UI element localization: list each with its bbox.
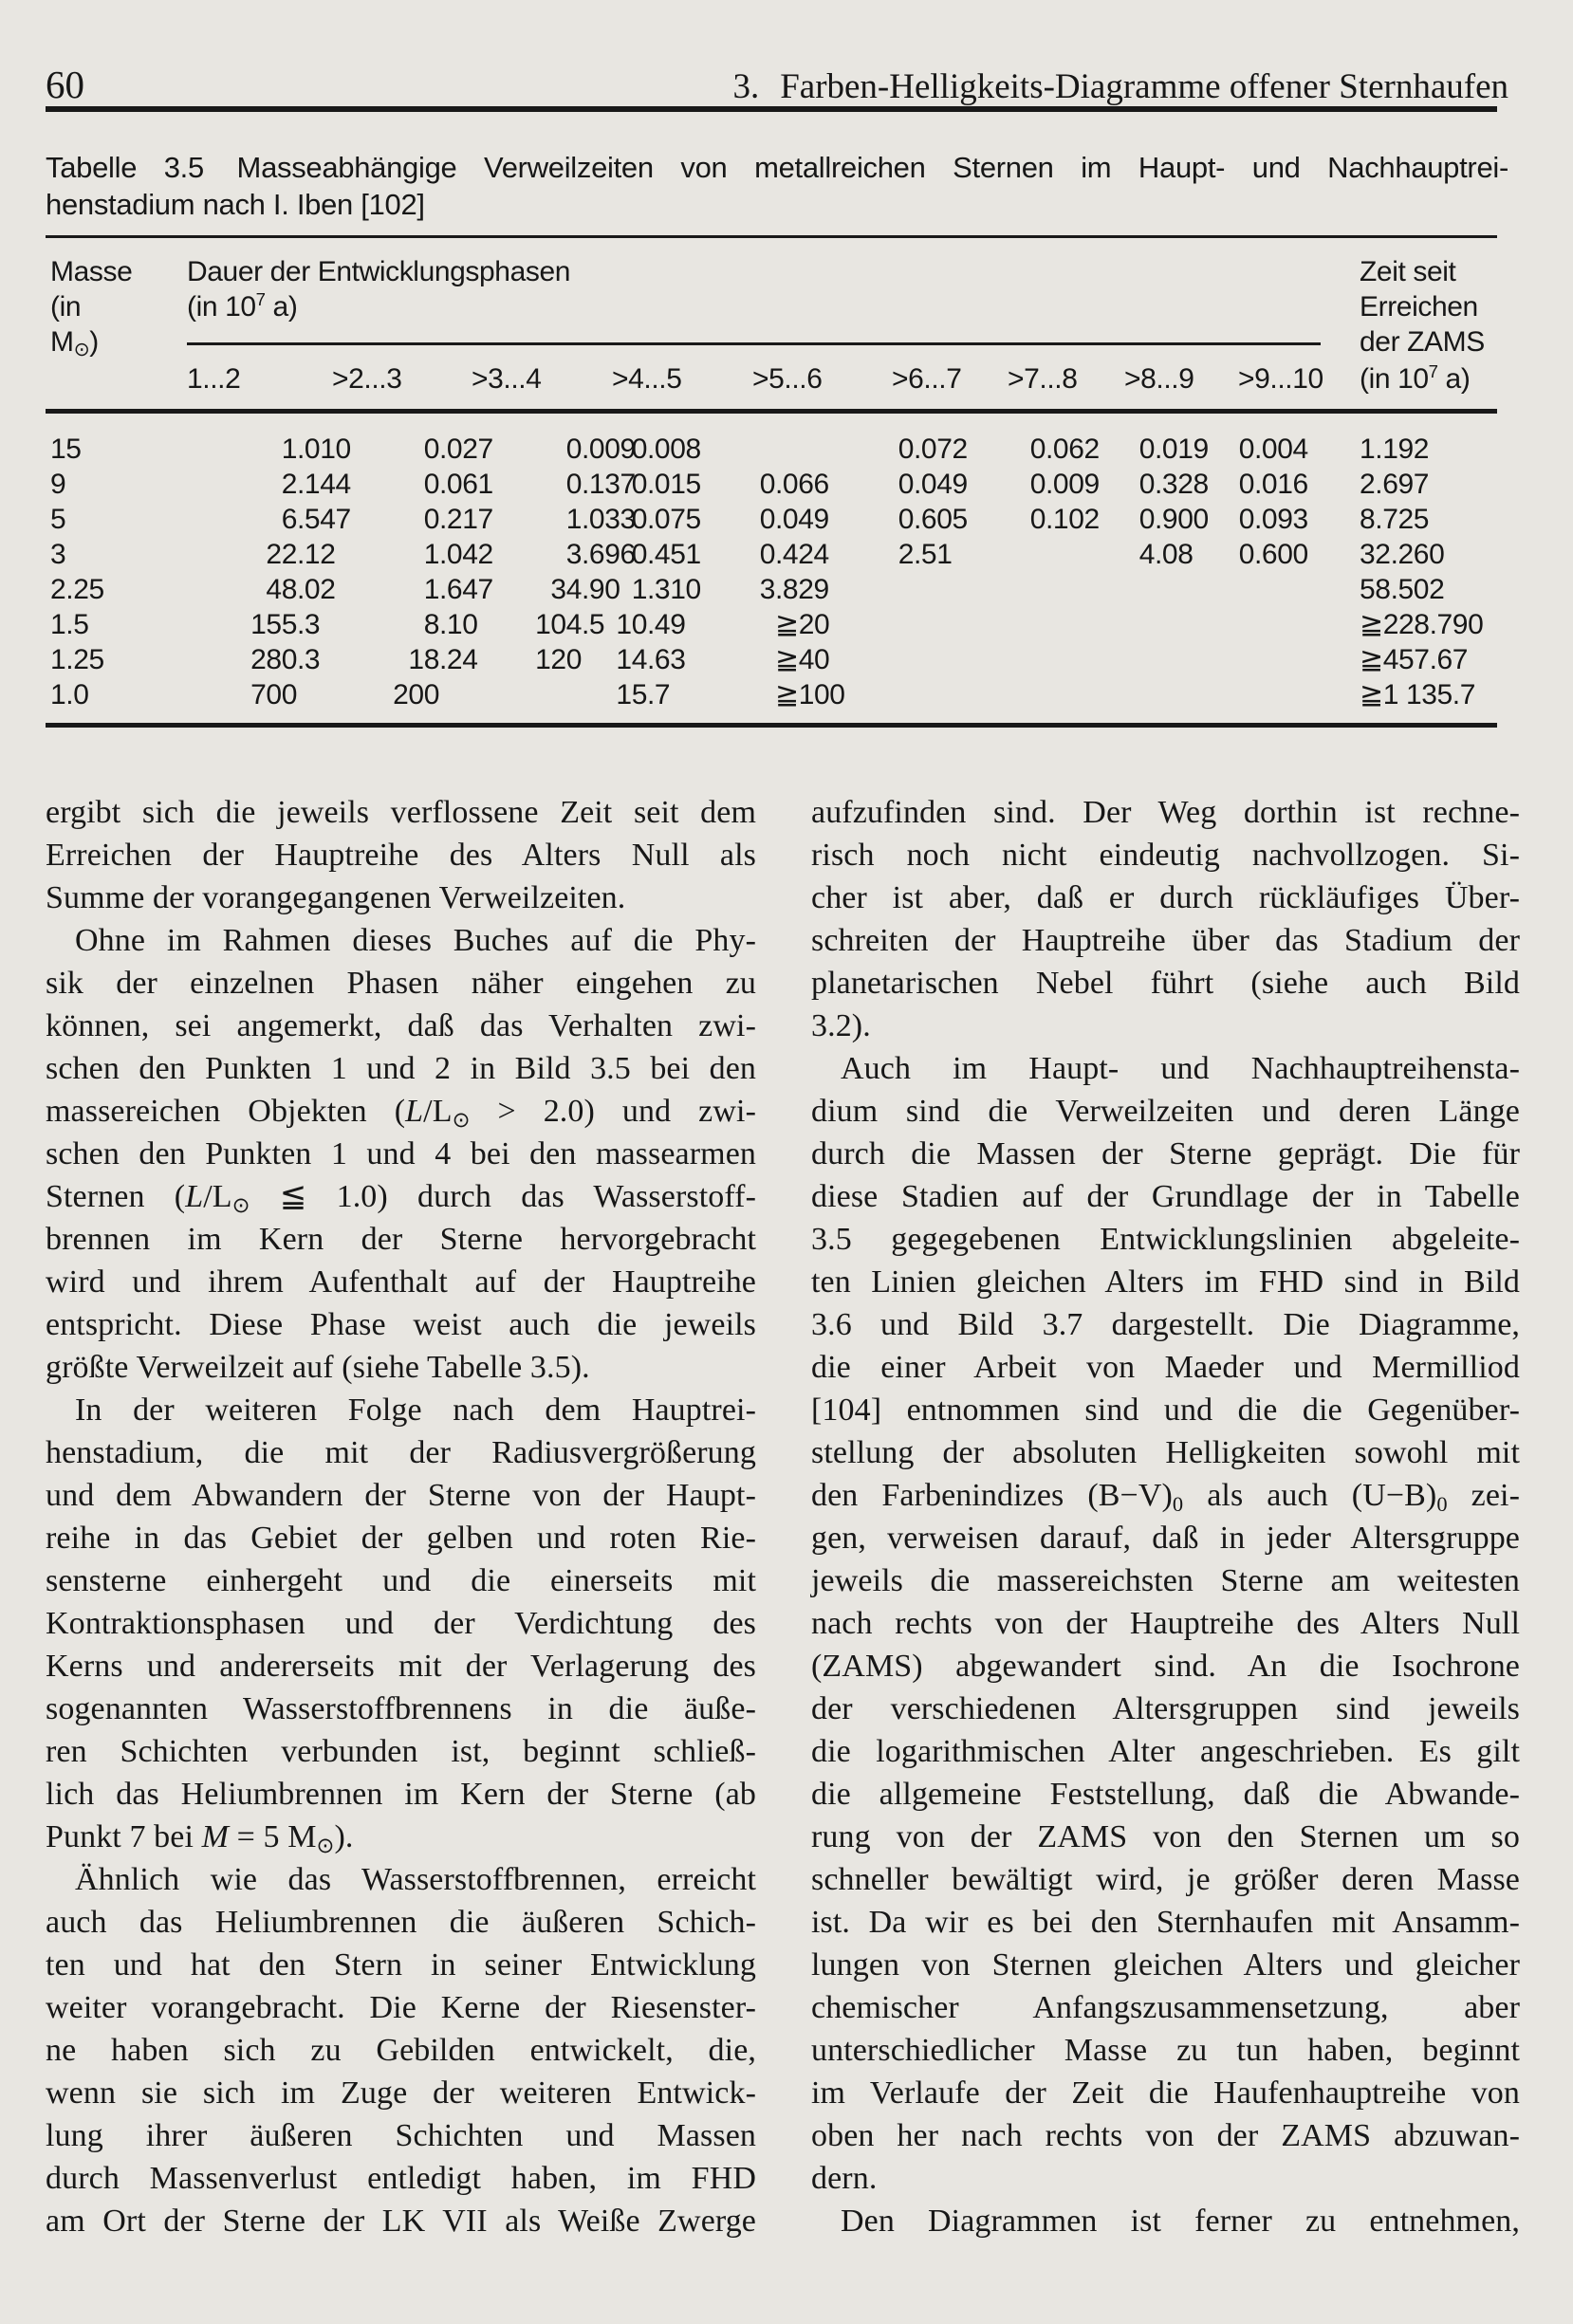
text-line: massereichen Objekten $(L/L_⊙ > 2.0)$ und zwi- xyxy=(46,1094,756,1132)
cell-fraction-part: .24 xyxy=(439,644,478,675)
cell-integer-part: 1 xyxy=(423,539,439,570)
cell-integer-part: 1 xyxy=(281,433,297,465)
text-line: Summe der vorangegangenen Verweilzeiten. xyxy=(46,880,626,915)
text-line: unterschiedlicher Masse zu tun haben, beginnt xyxy=(811,2033,1520,2068)
table-cell-zams-time: 32.260 xyxy=(1360,539,1445,570)
table-cell-phase xyxy=(752,467,895,502)
text-line: ergibt sich die jeweils verflossene Zeit seit dem xyxy=(46,795,756,830)
cell-integer-part: 0 xyxy=(631,433,647,465)
cell-fraction-part: .102 xyxy=(1046,504,1100,535)
phase-group-unit: (in $10^7$ a) xyxy=(187,289,298,323)
cell-fraction-part: .696 xyxy=(582,539,636,570)
cell-fraction-part: .547 xyxy=(297,504,351,535)
text-line: risch noch nicht eindeutig nachvollzogen. Si- xyxy=(811,838,1520,873)
table-cell-phase xyxy=(752,642,895,677)
phase-column-label: >6...7 xyxy=(892,363,962,395)
table-cell-phase xyxy=(612,432,754,467)
cell-fraction-part: .075 xyxy=(647,504,701,535)
phase-column-label: >4...5 xyxy=(612,363,682,395)
phase-column-label: >2...3 xyxy=(332,363,402,395)
cell-integer-part: 0 xyxy=(631,539,647,570)
cell-integer-part: 0 xyxy=(1138,469,1155,500)
table-cell-phase xyxy=(752,572,895,607)
table-caption-label: Tabelle 3.5 xyxy=(46,151,204,184)
table-cell-phase xyxy=(187,432,351,467)
cell-fraction-part: .015 xyxy=(647,469,701,500)
phase-column-label: >8...9 xyxy=(1124,363,1194,395)
text-line: 3.5 gegegebenen Entwicklungslinien abgeleite- xyxy=(811,1222,1520,1257)
cell-fraction-part: .027 xyxy=(439,433,493,465)
cell-integer-part: 0 xyxy=(565,469,582,500)
cell-integer-part: 2 xyxy=(281,469,297,500)
cell-fraction-part: .072 xyxy=(914,433,968,465)
table-cell-phase xyxy=(752,502,895,537)
text-line: ten und hat den Stern in seiner Entwicklung xyxy=(46,1947,756,1983)
table-cell-phase xyxy=(472,572,620,607)
cell-integer-part: 0 xyxy=(1029,433,1046,465)
table-cell-phase xyxy=(612,467,754,502)
cell-fraction-part: .061 xyxy=(439,469,493,500)
cell-integer-part: 48 xyxy=(266,574,297,605)
table-header-rule xyxy=(46,409,1497,414)
cell-integer-part: 0 xyxy=(1138,504,1155,535)
cell-fraction-part: .900 xyxy=(1155,504,1209,535)
text-line: nach rechts von der Hauptreihe des Alters Null xyxy=(811,1606,1520,1641)
cell-fraction-part: .010 xyxy=(297,433,351,465)
cell-integer-part: 200 xyxy=(393,679,439,710)
chapter-title: Farben-Helligkeits-Diagramme offener Sternhaufen xyxy=(780,67,1508,106)
cell-fraction-part: .328 xyxy=(1155,469,1209,500)
cell-fraction-part: .424 xyxy=(775,539,829,570)
cell-fraction-part: .066 xyxy=(775,469,829,500)
cell-fraction-part: .02 xyxy=(297,574,336,605)
mass-column-header: $M_⊙$) xyxy=(50,326,99,360)
cell-integer-part: 0 xyxy=(1238,504,1254,535)
text-line: Ohne im Rahmen dieses Buches auf die Phy- xyxy=(75,923,756,958)
text-line: wenn sie sich im Zuge der weiteren Entwick- xyxy=(46,2075,756,2111)
cell-fraction-part: .12 xyxy=(297,539,336,570)
table-cell-zams-time: 8.725 xyxy=(1360,504,1430,535)
table-cell-phase xyxy=(332,677,474,712)
cell-integer-part: 0 xyxy=(898,469,914,500)
text-line: schen den Punkten 1 und 2 in Bild 3.5 bei den xyxy=(46,1051,756,1086)
text-line: den Farbenindizes $(B-V)_0$ als auch $(U-B)_0$ zei- xyxy=(811,1478,1520,1516)
cell-integer-part: 10 xyxy=(616,609,647,640)
table-cell-phase xyxy=(612,572,754,607)
text-line: im Verlaufe der Zeit die Haufenhauptreihe von xyxy=(811,2075,1520,2111)
text-line: diese Stadien auf der Grundlage der in Tabelle xyxy=(811,1179,1520,1214)
text-line: aufzufinden sind. Der Weg dorthin ist rechne- xyxy=(811,795,1520,830)
text-line: stellung der absoluten Helligkeiten sowohl mit xyxy=(811,1435,1520,1470)
cell-fraction-part: .093 xyxy=(1254,504,1308,535)
cell-fraction-part: ≧20 xyxy=(775,609,830,640)
text-line: ten Linien gleichen Alters im FHD sind in Bild xyxy=(811,1264,1520,1300)
table-cell-phase xyxy=(187,537,336,572)
phase-column-label: >7...8 xyxy=(1008,363,1078,395)
text-line: Erreichen der Hauptreihe des Alters Null als xyxy=(46,838,756,873)
table-cell-mass: 3 xyxy=(50,539,66,570)
table-cell-zams-time: ≧228.790 xyxy=(1360,609,1484,640)
residence-time-table xyxy=(0,0,1573,759)
cell-fraction-part: .3 xyxy=(297,644,321,675)
table-cell-phase xyxy=(472,467,636,502)
zams-column-header: der ZAMS xyxy=(1360,326,1485,358)
cell-integer-part: 0 xyxy=(565,433,582,465)
text-line: die logarithmischen Alter angeschrieben. Es gilt xyxy=(811,1734,1520,1769)
text-line: cher ist aber, daß er durch rückläufiges Über- xyxy=(811,880,1520,915)
table-cell-mass: 1.25 xyxy=(50,644,104,675)
table-cell-phase xyxy=(187,467,351,502)
cell-integer-part: 104 xyxy=(535,609,582,640)
table-cell-phase xyxy=(332,537,493,572)
table-cell-phase xyxy=(332,432,493,467)
text-line: Ähnlich wie das Wasserstoffbrennen, erreicht xyxy=(75,1862,756,1897)
cell-fraction-part: .7 xyxy=(647,679,671,710)
cell-fraction-part: .63 xyxy=(647,644,686,675)
text-line: dern. xyxy=(811,2161,878,2196)
cell-integer-part: 0 xyxy=(423,504,439,535)
phase-column-label: >9...10 xyxy=(1238,363,1323,395)
cell-fraction-part: .605 xyxy=(914,504,968,535)
cell-integer-part xyxy=(752,677,775,712)
cell-integer-part: 3 xyxy=(565,539,582,570)
cell-fraction-part: .008 xyxy=(647,433,701,465)
text-line: (ZAMS) abgewandert sind. An die Isochrone xyxy=(811,1649,1520,1684)
zams-column-unit: (in $10^7$ a) xyxy=(1360,361,1471,395)
table-cell-phase xyxy=(187,677,329,712)
cell-fraction-part: .009 xyxy=(1046,469,1100,500)
text-line: reihe in das Gebiet der gelben und roten Rie- xyxy=(46,1521,756,1556)
chapter-number: 3. xyxy=(732,67,760,106)
text-line: gen, verweisen darauf, daß in jeder Altersgruppe xyxy=(811,1521,1520,1556)
cell-fraction-part: .3 xyxy=(297,609,321,640)
text-column-left xyxy=(46,791,756,2242)
cell-fraction-part: .10 xyxy=(439,609,478,640)
text-line: sogenannten Wasserstoffbrennens in die äuße- xyxy=(46,1691,756,1726)
cell-fraction-part: .08 xyxy=(1155,539,1194,570)
text-line: die einer Arbeit von Maeder und Mermilliod xyxy=(811,1350,1520,1385)
text-line: Kerns und andererseits mit der Verlagerung des xyxy=(46,1649,756,1684)
cell-fraction-part: ≧100 xyxy=(775,679,845,710)
phase-column-label: >5...6 xyxy=(752,363,823,395)
table-cell-phase xyxy=(187,607,329,642)
table-cell-mass: 1.0 xyxy=(50,679,89,710)
table-caption-line2: henstadium nach I. Iben [102] xyxy=(46,188,425,221)
cell-integer-part: 34 xyxy=(550,574,582,605)
cell-integer-part: 155 xyxy=(250,609,297,640)
table-cell-phase xyxy=(752,607,895,642)
text-line: schreiten der Hauptreihe über das Stadium der xyxy=(811,923,1520,958)
text-line: der verschiedenen Altersgruppen sind jeweils xyxy=(811,1691,1520,1726)
table-cell-phase xyxy=(612,677,754,712)
text-line: und dem Abwandern der Sterne von der Haupt- xyxy=(46,1478,756,1513)
cell-integer-part: 0 xyxy=(759,539,775,570)
table-cell-mass: 5 xyxy=(50,504,66,535)
cell-integer-part: 3 xyxy=(759,574,775,605)
text-line: Punkt 7 bei M = 5 $M_⊙$). xyxy=(46,1819,354,1857)
cell-fraction-part: .829 xyxy=(775,574,829,605)
cell-integer-part: 0 xyxy=(898,504,914,535)
phase-group-header: Dauer der Entwicklungsphasen xyxy=(187,256,571,287)
cell-fraction-part: .600 xyxy=(1254,539,1308,570)
table-cell-phase xyxy=(612,642,754,677)
text-line: schneller bewältigt wird, je größer deren Masse xyxy=(811,1862,1520,1897)
text-line: können, sei angemerkt, daß das Verhalten zwi- xyxy=(46,1008,756,1043)
text-line: brennen im Kern der Sterne hervorgebracht xyxy=(46,1222,756,1257)
cell-fraction-part: .019 xyxy=(1155,433,1209,465)
page-number: 60 xyxy=(46,63,84,106)
text-line: chemischer Anfangszusammensetzung, aber xyxy=(811,1990,1520,2025)
cell-fraction-part: .004 xyxy=(1254,433,1308,465)
table-top-rule xyxy=(46,235,1497,238)
table-cell-phase xyxy=(332,502,493,537)
text-line: Den Diagrammen ist ferner zu entnehmen, xyxy=(841,2204,1520,2239)
cell-fraction-part: .062 xyxy=(1046,433,1100,465)
text-line: am Ort der Sterne der LK VII als Weiße Zwerge xyxy=(46,2204,756,2239)
cell-integer-part: 0 xyxy=(631,469,647,500)
cell-fraction-part: .647 xyxy=(439,574,493,605)
cell-fraction-part: .217 xyxy=(439,504,493,535)
text-line: wird und ihrem Aufenthalt auf der Hauptreihe xyxy=(46,1264,756,1300)
cell-fraction-part: .016 xyxy=(1254,469,1308,500)
cell-integer-part: 6 xyxy=(281,504,297,535)
table-bottom-rule xyxy=(46,723,1497,728)
table-caption-text: Masseabhängige Verweilzeiten von metallreichen Sternen im Haupt- und Nachhauptrei- xyxy=(236,151,1508,184)
mass-column-header: (in xyxy=(50,291,82,323)
text-line: planetarischen Nebel führt (siehe auch Bild xyxy=(811,966,1520,1001)
cell-fraction-part: .033 xyxy=(582,504,636,535)
table-cell-phase xyxy=(472,502,636,537)
cell-fraction-part: .49 xyxy=(647,609,686,640)
text-line: rung von der ZAMS von den Sternen um so xyxy=(811,1819,1520,1854)
table-cell-phase xyxy=(187,502,351,537)
text-line: Sternen ($L/L_⊙$ ≦ 1.0) durch das Wasserstoff- xyxy=(46,1179,756,1217)
table-cell-phase xyxy=(332,607,478,642)
text-line: schen den Punkten 1 und 4 bei den massearmen xyxy=(46,1136,756,1171)
text-line: lich das Heliumbrennen im Kern der Sterne (ab xyxy=(46,1777,756,1812)
text-line: auch das Heliumbrennen die äußeren Schich- xyxy=(46,1905,756,1940)
cell-integer-part: 700 xyxy=(250,679,297,710)
cell-integer-part: 0 xyxy=(759,504,775,535)
cell-integer-part: 0 xyxy=(759,469,775,500)
text-line: lungen von Sternen gleichen Alters und gleicher xyxy=(811,1947,1520,1983)
cell-fraction-part: .51 xyxy=(914,539,953,570)
text-line: In der weiteren Folge nach dem Hauptrei- xyxy=(75,1393,756,1428)
table-cell-zams-time: 2.697 xyxy=(1360,469,1430,500)
text-line: 3.2). xyxy=(811,1008,871,1043)
cell-integer-part: 0 xyxy=(1029,469,1046,500)
cell-integer-part: 280 xyxy=(250,644,297,675)
zams-column-header: Zeit seit xyxy=(1360,256,1456,287)
text-line: größte Verweilzeit auf (siehe Tabelle 3.5). xyxy=(46,1350,590,1385)
text-line: ne haben sich zu Gebilden entwickelt, die, xyxy=(46,2033,756,2068)
cell-integer-part: 0 xyxy=(1029,504,1046,535)
text-line: weiter vorangebracht. Die Kerne der Riesenster- xyxy=(46,1990,756,2025)
table-cell-mass: 15 xyxy=(50,433,82,465)
cell-integer-part: 2 xyxy=(898,539,914,570)
cell-fraction-part: .049 xyxy=(775,504,829,535)
text-line: [104] entnommen sind und die die Gegenüber- xyxy=(811,1393,1520,1428)
table-cell-phase xyxy=(612,537,754,572)
table-cell-mass: 9 xyxy=(50,469,66,500)
text-line: henstadium, die mit der Radiusvergrößerung xyxy=(46,1435,756,1470)
phase-column-label: 1...2 xyxy=(187,363,241,395)
cell-integer-part: 0 xyxy=(631,504,647,535)
cell-fraction-part: .042 xyxy=(439,539,493,570)
text-column-right xyxy=(811,791,1520,2242)
cell-integer-part xyxy=(752,607,775,642)
text-line: lung ihrer äußeren Schichten und Massen xyxy=(46,2118,756,2153)
text-line: die allgemeine Feststellung, daß die Abwande- xyxy=(811,1777,1520,1812)
cell-integer-part: 4 xyxy=(1138,539,1155,570)
table-cell-phase xyxy=(332,467,493,502)
table-cell-zams-time: 1.192 xyxy=(1360,433,1430,465)
cell-integer-part: 1 xyxy=(423,574,439,605)
cell-integer-part: 1 xyxy=(631,574,647,605)
cell-fraction-part: .137 xyxy=(582,469,636,500)
cell-integer-part: 0 xyxy=(423,469,439,500)
table-cell-phase xyxy=(472,607,614,642)
table-cell-phase xyxy=(752,677,895,712)
cell-fraction-part: .5 xyxy=(582,609,605,640)
table-cell-phase xyxy=(892,537,1034,572)
phase-column-label: >3...4 xyxy=(472,363,542,395)
cell-integer-part: 22 xyxy=(266,539,297,570)
cell-fraction-part: .009 xyxy=(582,433,636,465)
cell-integer-part: 0 xyxy=(423,433,439,465)
cell-integer-part: 1 xyxy=(565,504,582,535)
cell-fraction-part: .310 xyxy=(647,574,701,605)
cell-integer-part: 0 xyxy=(1138,433,1155,465)
cell-integer-part: 0 xyxy=(898,433,914,465)
text-line: ist. Da wir es bei den Sternhaufen mit Ansamm- xyxy=(811,1905,1520,1940)
table-cell-phase xyxy=(332,572,493,607)
table-cell-mass: 2.25 xyxy=(50,574,104,605)
text-line: ren Schichten verbunden ist, beginnt schließ- xyxy=(46,1734,756,1769)
table-cell-phase xyxy=(612,502,754,537)
table-group-rule xyxy=(187,342,1321,345)
cell-fraction-part: .90 xyxy=(582,574,620,605)
table-cell-phase xyxy=(187,572,336,607)
cell-integer-part: 14 xyxy=(616,644,647,675)
cell-integer-part: 0 xyxy=(1238,469,1254,500)
cell-integer-part: 0 xyxy=(1238,433,1254,465)
cell-integer-part: 120 xyxy=(535,644,582,675)
text-line: dium sind die Verweilzeiten und deren Länge xyxy=(811,1094,1520,1129)
table-cell-zams-time: ≧457.67 xyxy=(1360,644,1469,675)
table-cell-phase xyxy=(187,642,329,677)
table-cell-phase xyxy=(612,607,754,642)
text-line: Kontraktionsphasen und der Verdichtung des xyxy=(46,1606,756,1641)
table-cell-phase xyxy=(472,432,636,467)
text-line: durch Massenverlust entledigt haben, im FHD xyxy=(46,2161,756,2196)
cell-integer-part: 15 xyxy=(616,679,647,710)
cell-integer-part: 0 xyxy=(1238,539,1254,570)
cell-integer-part xyxy=(752,642,775,677)
text-line: jeweils die massereichsten Sterne am weitesten xyxy=(811,1563,1520,1598)
cell-integer-part: 18 xyxy=(408,644,439,675)
cell-fraction-part: .451 xyxy=(647,539,701,570)
cell-fraction-part: ≧40 xyxy=(775,644,830,675)
cell-fraction-part: .049 xyxy=(914,469,968,500)
zams-column-header: Erreichen xyxy=(1360,291,1478,323)
table-cell-zams-time: 58.502 xyxy=(1360,574,1445,605)
table-cell-phase xyxy=(752,537,895,572)
table-cell-phase xyxy=(472,537,636,572)
cell-integer-part: 8 xyxy=(423,609,439,640)
text-line: oben her nach rechts von der ZAMS abzuwan- xyxy=(811,2118,1520,2153)
text-line: 3.6 und Bild 3.7 dargestellt. Die Diagramme, xyxy=(811,1307,1520,1342)
table-cell-zams-time: ≧1 135.7 xyxy=(1360,679,1476,710)
text-line: sik der einzelnen Phasen näher eingehen zu xyxy=(46,966,756,1001)
table-cell-phase xyxy=(472,642,614,677)
text-line: Auch im Haupt- und Nachhauptreihensta- xyxy=(841,1051,1520,1086)
text-line: entspricht. Diese Phase weist auch die jeweils xyxy=(46,1307,756,1342)
cell-fraction-part: .144 xyxy=(297,469,351,500)
table-cell-phase xyxy=(332,642,478,677)
text-line: sensterne einhergeht und die einerseits mit xyxy=(46,1563,756,1598)
mass-column-header: Masse xyxy=(50,256,133,287)
table-cell-mass: 1.5 xyxy=(50,609,89,640)
text-line: durch die Massen der Sterne geprägt. Die für xyxy=(811,1136,1520,1171)
